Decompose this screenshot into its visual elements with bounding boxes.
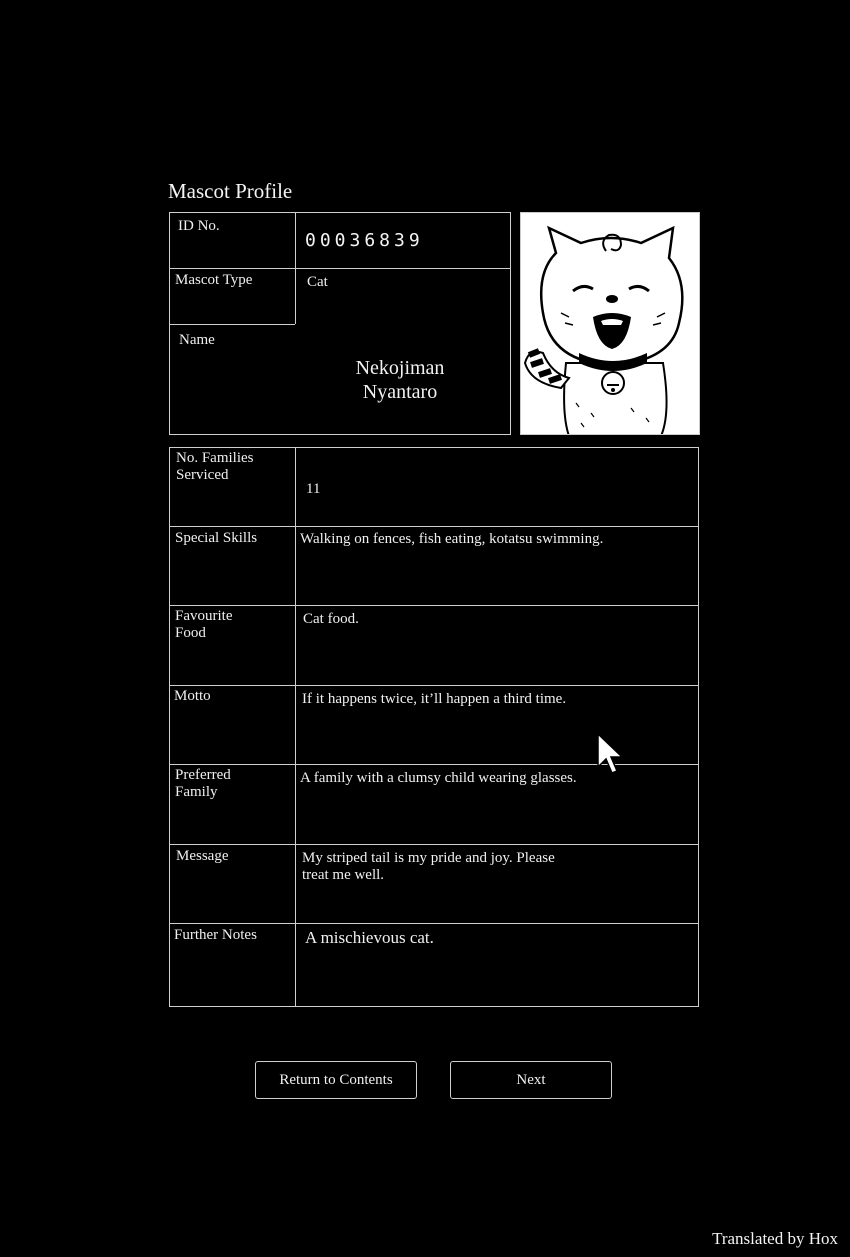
- families-serviced-value: 11: [306, 481, 321, 497]
- mascot-type-value: Cat: [307, 274, 328, 290]
- further-notes-value: A mischievous cat.: [305, 928, 434, 947]
- divider: [169, 324, 295, 325]
- families-serviced-label: No. Families Serviced: [176, 450, 254, 483]
- preferred-family-value: A family with a clumsy child wearing glasses.: [300, 770, 577, 786]
- divider: [169, 844, 699, 845]
- motto-label: Motto: [174, 688, 211, 704]
- divider: [169, 268, 511, 269]
- name-label: Name: [179, 332, 215, 348]
- favourite-food-value: Cat food.: [303, 611, 359, 627]
- divider: [169, 923, 699, 924]
- mascot-type-label: Mascot Type: [175, 272, 253, 288]
- cat-mascot-portrait-icon: [521, 213, 700, 435]
- next-button[interactable]: Next: [450, 1061, 612, 1099]
- motto-value: If it happens twice, it’ll happen a third time.: [302, 691, 567, 707]
- preferred-family-label: Preferred Family: [175, 767, 231, 800]
- return-to-contents-button[interactable]: Return to Contents: [255, 1061, 417, 1099]
- mascot-name: [300, 356, 500, 404]
- special-skills-value: Walking on fences, fish eating, kotatsu swimming.: [300, 531, 604, 547]
- message-label: Message: [176, 848, 229, 864]
- divider: [169, 526, 699, 527]
- mouse-pointer-icon: [597, 733, 623, 775]
- divider: [169, 605, 699, 606]
- translator-credit: Translated by Hox: [712, 1229, 838, 1248]
- mascot-portrait: [520, 212, 700, 435]
- divider: [169, 685, 699, 686]
- page-title: Mascot Profile: [168, 179, 293, 203]
- favourite-food-label: Favourite Food: [175, 608, 233, 641]
- id-value: 00036839: [305, 230, 424, 251]
- name-line-2: Nyantaro: [362, 381, 438, 403]
- name-line-1: Nekojiman: [355, 357, 445, 379]
- further-notes-label: Further Notes: [174, 927, 257, 943]
- id-label: ID No.: [178, 218, 220, 234]
- special-skills-label: Special Skills: [175, 530, 258, 546]
- message-value: My striped tail is my pride and joy. Please treat me well.: [302, 850, 555, 883]
